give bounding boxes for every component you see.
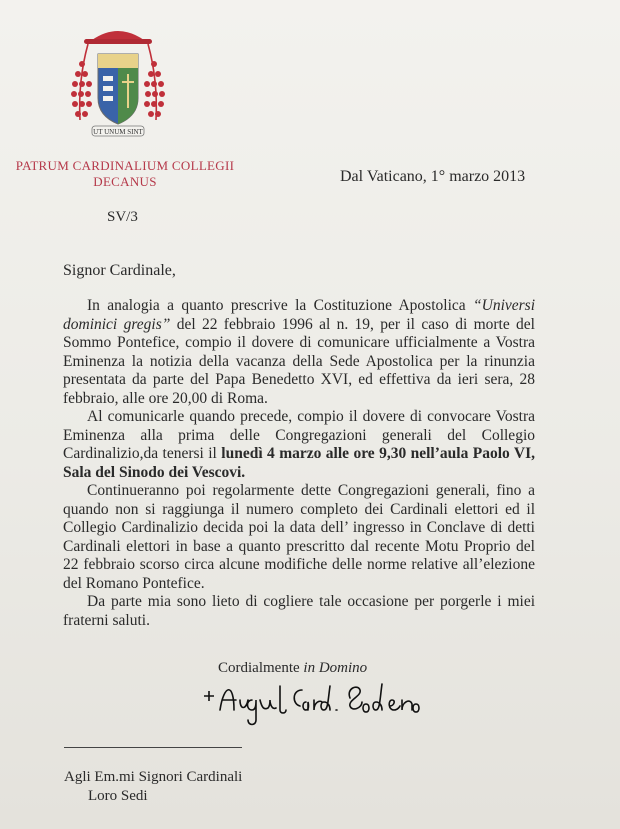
paragraph-1: In analogia a quanto prescrive la Costituzione Apostolica “Universi dominici gregis” del 22 febbraio 1996 al n. 19, per il caso di morte del Sommo Pontefice, compio il dovere di comunicare ufficialmente a Vostra Eminenza la notizia della vacanza della Sede Apostolica per la rinunzia presentata da parte del Papa Benedetto XVI, ed effettiva da ieri sera, 28 febbraio, alle ore 20,00 di Roma. — [63, 297, 535, 407]
motto-text — [92, 126, 144, 136]
letter-body — [63, 297, 535, 630]
paragraph-3: Continueranno poi regolarmente dette Congregazioni generali, fino a quando non si raggiunga il numero completo dei Cardinali elettori ed il Collegio Cardinalizio decida poi la data dell’ ingresso in Conclave di detti Cardinali elettori in base a quanto prescritto dal recente Motu Proprio del 22 febbraio scorso circa alcune modifiche delle norme relative all’elezione del Romano Pontefice. — [63, 482, 535, 592]
closing: Cordialmente in Domino — [218, 660, 368, 676]
recipient-block — [64, 768, 242, 806]
letter-date: Dal Vaticano, 1° marzo 2013 — [340, 168, 526, 185]
handwritten-signature — [200, 676, 430, 728]
paragraph-2: Al comunicarle quando precede, compio il dovere di convocare Vostra Eminenza alla prima delle Congregazioni generali del Collegio Cardinalizio,da tenersi il lunedì 4 marzo alle ore 9,30 nell’aula Paolo VI, Sala del Sinodo dei Vescovi. — [63, 408, 535, 481]
institution-heading — [14, 158, 236, 190]
institution-line-2: DECANUS — [93, 174, 157, 189]
signature-divider — [64, 747, 242, 748]
recipient-line-1: Agli Em.mi Signori Cardinali — [64, 769, 243, 785]
document-title: “Universi dominici gregis” — [63, 297, 535, 333]
svg-text:UT UNUM SINT: UT UNUM SINT — [93, 128, 143, 136]
institution-line-1: PATRUM CARDINALIUM COLLEGII — [15, 158, 235, 173]
salutation: Signor Cardinale, — [63, 262, 176, 279]
paragraph-4: Da parte mia sono lieto di cogliere tale occasione per porgerle i miei fraterni saluti. — [63, 593, 535, 629]
reference-number: SV/3 — [107, 209, 138, 225]
recipient-line-2: Loro Sedi — [88, 788, 148, 804]
coat-of-arms-image — [70, 20, 166, 142]
meeting-details: lunedì 4 marzo alle ore 9,30 nell’aula Paolo VI, Sala del Sinodo dei Vescovi. — [63, 445, 535, 481]
